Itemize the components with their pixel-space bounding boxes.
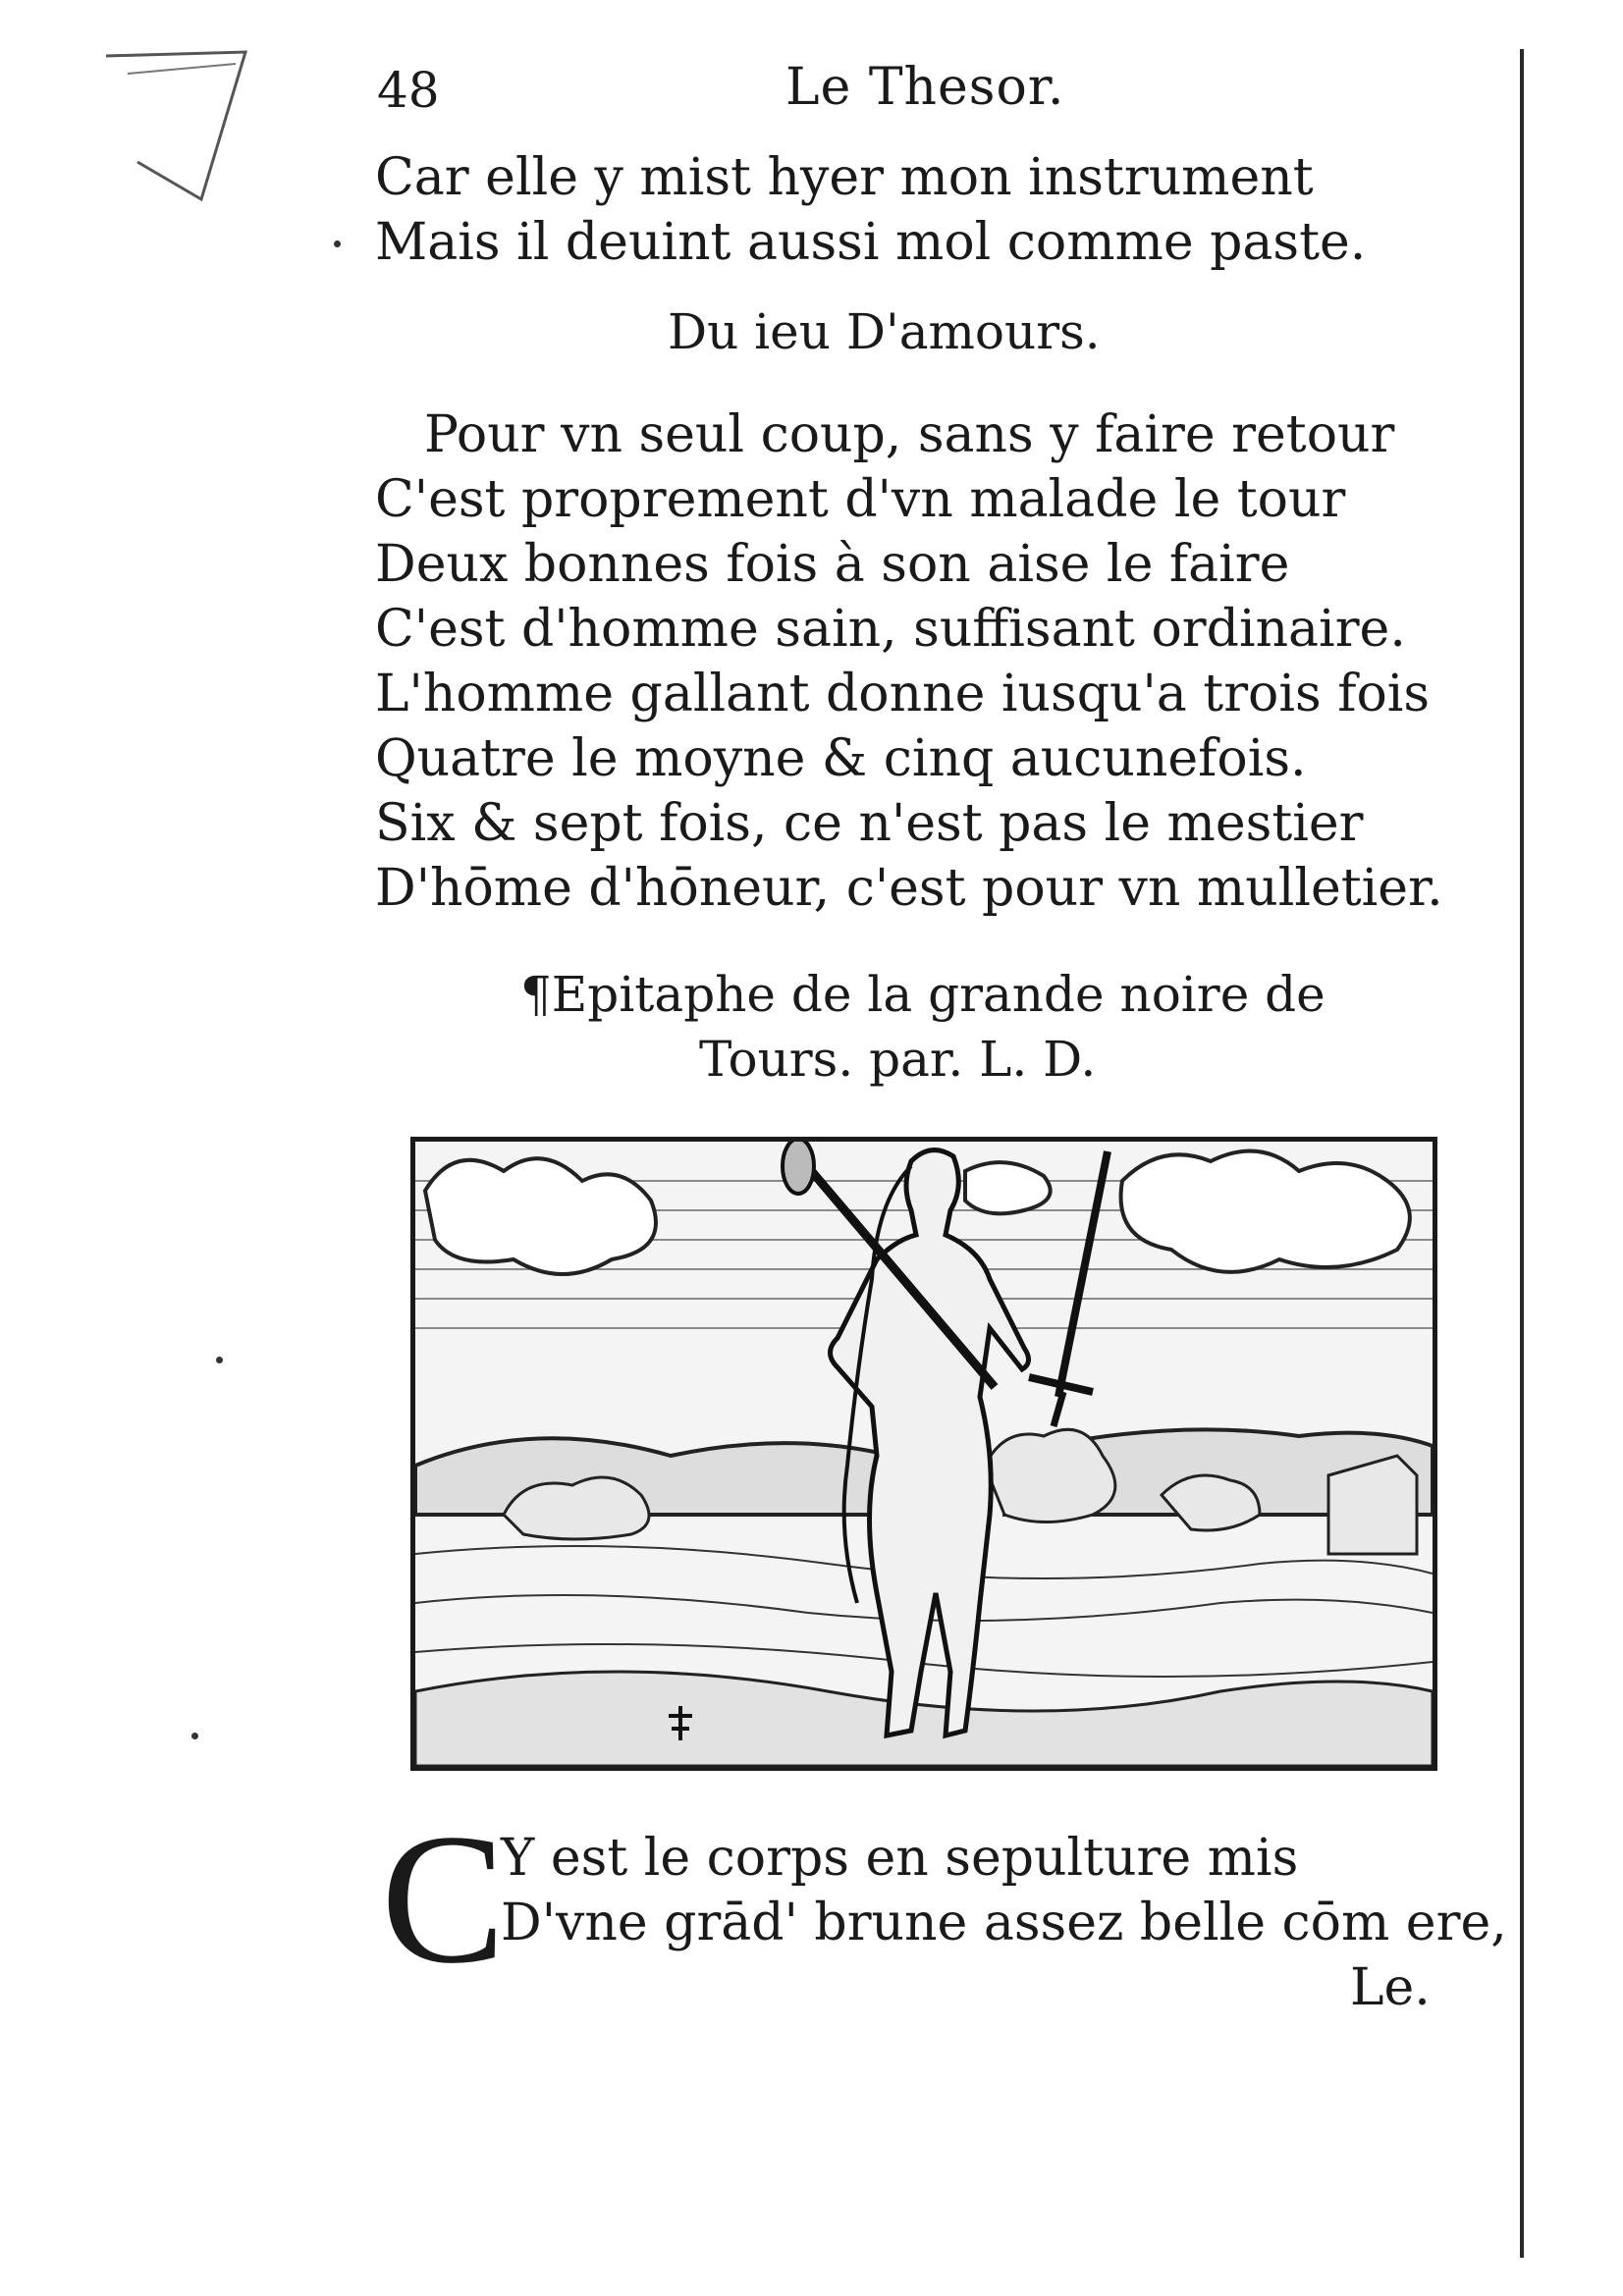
corner-fold-mark [98, 44, 265, 211]
poem-line: C'est proprement d'vn malade le tour [375, 470, 1346, 529]
epitaph-title: Tours. par. L. D. [699, 1031, 1097, 1088]
drop-cap: C [381, 1796, 506, 2002]
epitaph-line: D'vne grād' brune assez belle cōm ere, [501, 1894, 1507, 1952]
ink-speck [334, 240, 341, 247]
ink-speck [216, 1357, 223, 1363]
poem-line: Quatre le moyne & cinq aucunefois. [375, 729, 1307, 788]
woodcut-illustration [410, 1137, 1437, 1771]
text-line: Car elle y mist hyer mon instrument [375, 148, 1314, 207]
page-edge-rule [1520, 49, 1524, 2258]
page-number: 48 [377, 62, 440, 119]
poem-line: Pour vn seul coup, sans y faire retour [424, 405, 1395, 464]
running-title: Le Thesor. [785, 58, 1065, 117]
poem-line: Six & sept fois, ce n'est pas le mestier [375, 794, 1364, 853]
poem-title: Du ieu D'amours. [668, 303, 1101, 360]
catchword: Le. [1350, 1958, 1431, 2017]
poem-line: D'hōme d'hōneur, c'est pour vn mulletier. [375, 859, 1443, 918]
epitaph-line: Y est le corps en sepulture mis [501, 1829, 1299, 1888]
poem-line: Deux bonnes fois à son aise le faire [375, 535, 1290, 594]
poem-line: C'est d'homme sain, suffisant ordinaire. [375, 600, 1406, 659]
poem-line: L'homme gallant donne iusqu'a trois fois [375, 665, 1431, 723]
text-line: Mais il deuint aussi mol comme paste. [375, 213, 1367, 272]
ink-speck [191, 1733, 198, 1739]
epitaph-title: ¶Epitaphe de la grande noire de [520, 966, 1325, 1023]
